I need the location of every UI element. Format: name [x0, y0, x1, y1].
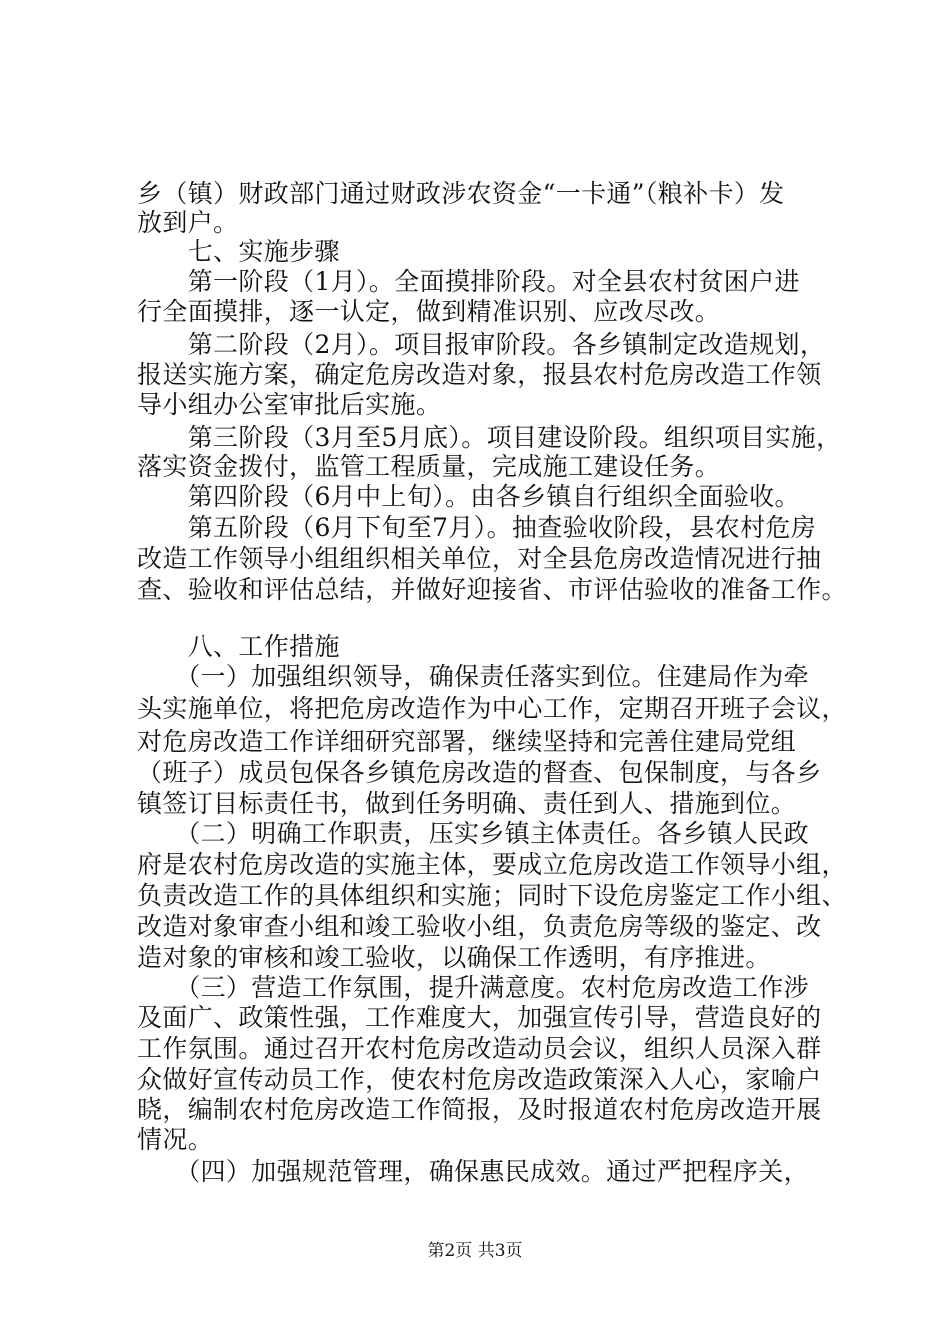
text-line: （班子）成员包保各乡镇危房改造的督查、包保制度，与各乡	[137, 758, 822, 787]
text-line: （三）营造工作氛围，提升满意度。农村危房改造工作涉	[137, 973, 809, 1002]
text-line: （一）加强组织领导，确保责任落实到位。住建局作为牵	[137, 662, 809, 691]
text-line: 改造工作领导小组组织相关单位，对全县危房改造情况进行抽	[137, 544, 822, 573]
text-line: 改造对象审查小组和竣工验收小组，负责危房等级的鉴定、改	[137, 912, 822, 941]
text-line: （四）加强规范管理，确保惠民成效。通过严把程序关，	[137, 1157, 809, 1186]
text-line: 镇签订目标责任书，做到任务明确、责任到人、措施到位。	[137, 789, 797, 818]
text-line: 众做好宣传动员工作，使农村危房改造政策深入人心，家喻户	[137, 1065, 822, 1094]
text-line: 造对象的审核和竣工验收，以确保工作透明，有序推进。	[137, 943, 771, 972]
text-line: 及面广、政策性强，工作难度大，加强宣传引导，营造良好的	[137, 1003, 822, 1032]
text-line: 府是农村危房改造的实施主体，要成立危房改造工作领导小组，	[137, 850, 847, 879]
text-line: 行全面摸排，逐一认定，做到精准识别、应改尽改。	[137, 297, 721, 326]
page-number-footer: 第2页 共3页	[427, 1241, 523, 1261]
text-line: 负责改造工作的具体组织和实施；同时下设危房鉴定工作小组、	[137, 881, 847, 910]
text-line: 放到户。	[137, 208, 239, 237]
text-line: 第四阶段（6月中上旬）。由各乡镇自行组织全面验收。	[137, 482, 800, 511]
section-heading: 七、实施步骤	[137, 237, 340, 266]
text-line: 情况。	[137, 1125, 214, 1154]
text-line: 对危房改造工作详细研究部署，继续坚持和完善住建局党组	[137, 727, 797, 756]
text-line: 乡（镇）财政部门通过财政涉农资金“一卡通”（粮补卡）发	[137, 179, 785, 208]
text-line: 报送实施方案，确定危房改造对象，报县农村危房改造工作领	[137, 360, 822, 389]
text-line: 落实资金拨付，监管工程质量，完成施工建设任务。	[137, 452, 721, 481]
text-line: 导小组办公室审批后实施。	[137, 390, 442, 419]
text-line: 第二阶段（2月）。项目报审阶段。各乡镇制定改造规划，	[137, 330, 826, 359]
text-line: 晓，编制农村危房改造工作简报，及时报道农村危房改造开展	[137, 1095, 822, 1124]
text-line: 头实施单位，将把危房改造作为中心工作，定期召开班子会议，	[137, 694, 847, 723]
text-line: 第三阶段（3月至5月底）。项目建设阶段。组织项目实施，	[137, 423, 842, 452]
text-line: （二）明确工作职责，压实乡镇主体责任。各乡镇人民政	[137, 819, 809, 848]
text-line: 第五阶段（6月下旬至7月）。抽查验收阶段，县农村危房	[137, 513, 817, 542]
text-line: 工作氛围。通过召开农村危房改造动员会议，组织人员深入群	[137, 1034, 822, 1063]
text-line: 第一阶段（1月）。全面摸排阶段。对全县农村贫困户进	[137, 267, 800, 296]
text-line: 查、验收和评估总结，并做好迎接省、市评估验收的准备工作。	[137, 575, 847, 604]
section-heading: 八、工作措施	[137, 632, 340, 661]
